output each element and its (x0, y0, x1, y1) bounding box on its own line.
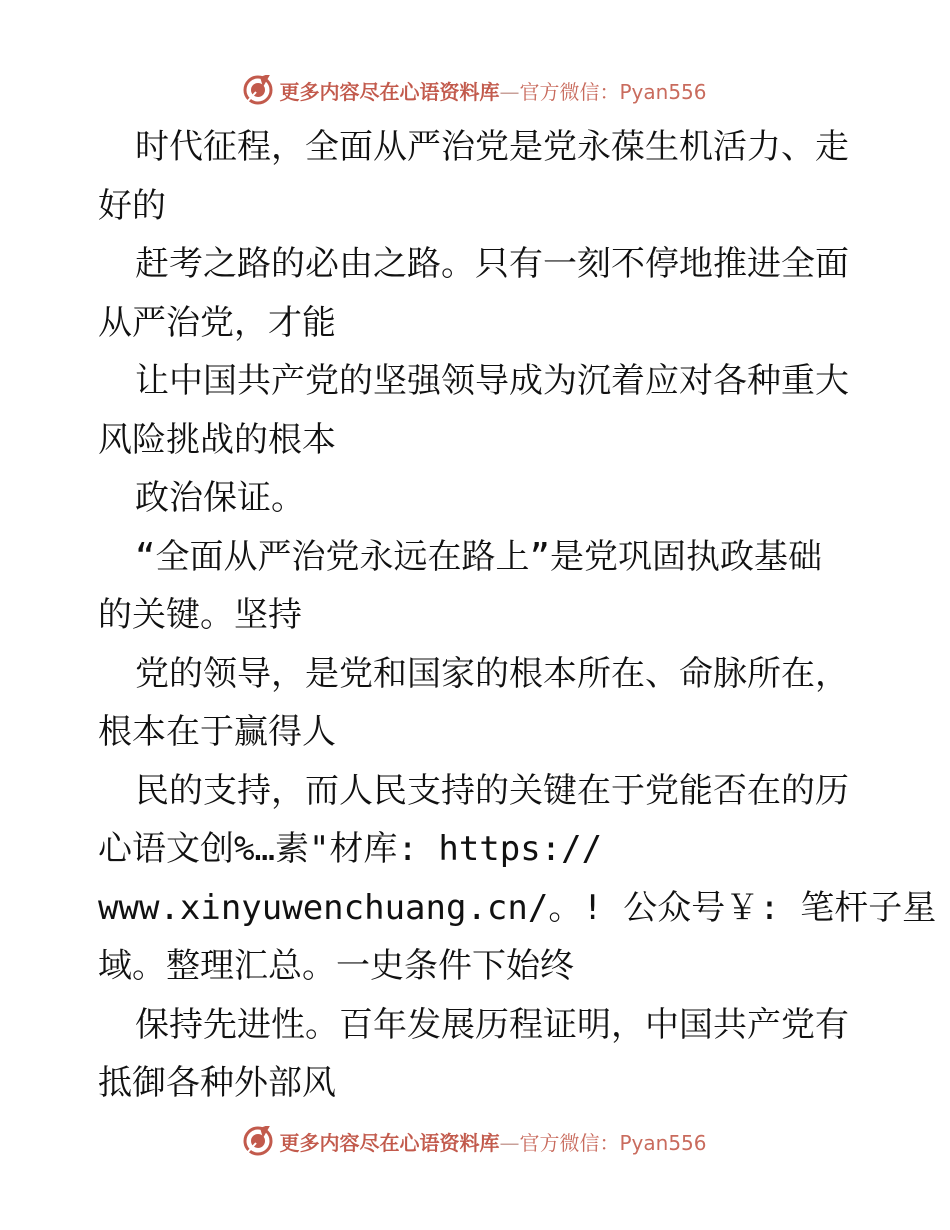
text-line: 让中国共产党的坚强领导成为沉着应对各种重大 (135, 361, 849, 401)
footer-wechat-label: 官方微信： (519, 1130, 620, 1155)
writing-logo-icon (243, 75, 273, 105)
text-line: 政治保证。 (135, 478, 305, 518)
text-line: 时代征程，全面从严治党是党永葆生机活力、走 (135, 127, 849, 167)
text-line: 域。整理汇总。一史条件下始终 (98, 946, 574, 986)
footer-separator: — (499, 1130, 520, 1155)
text-line: 根本在于赢得人 (98, 712, 336, 752)
footer-banner (0, 1121, 950, 1161)
text-line: 保持先进性。百年发展历程证明，中国共产党有 (135, 1004, 849, 1045)
header-separator: — (499, 79, 520, 104)
text-line: www.xinyuwenchuang.cn/。! 公众号￥: 笔杆子星 (98, 887, 937, 928)
header-text (279, 76, 706, 105)
header-wechat-label: 官方微信： (519, 79, 620, 104)
text-line: 抵御各种外部风 (98, 1063, 336, 1103)
text-line: 赶考之路的必由之路。只有一刻不停地推进全面 (135, 244, 849, 284)
header-wechat-id: Pyan556 (619, 79, 707, 104)
writing-logo-icon (243, 1126, 273, 1156)
text-line: 风险挑战的根本 (98, 419, 336, 460)
footer-wechat-id: Pyan556 (619, 1130, 707, 1155)
text-line: 从严治党，才能 (98, 302, 336, 343)
header-banner (0, 70, 950, 110)
text-line: 好的 (98, 185, 166, 226)
text-line: 民的支持，而人民支持的关键在于党能否在的历 (135, 770, 849, 811)
text-line: 心语文创%…素"材库: https:// (98, 829, 603, 869)
document-body (98, 118, 937, 1113)
footer-text (279, 1127, 706, 1156)
text-line: 的关键。坚持 (98, 595, 302, 635)
text-line: 党的领导，是党和国家的根本所在、命脉所在， (135, 653, 849, 694)
header-brand: 更多内容尽在心语资料库 (279, 79, 500, 104)
text-line: “全面从严治党永远在路上”是党巩固执政基础 (135, 536, 822, 577)
footer-brand: 更多内容尽在心语资料库 (279, 1130, 500, 1155)
